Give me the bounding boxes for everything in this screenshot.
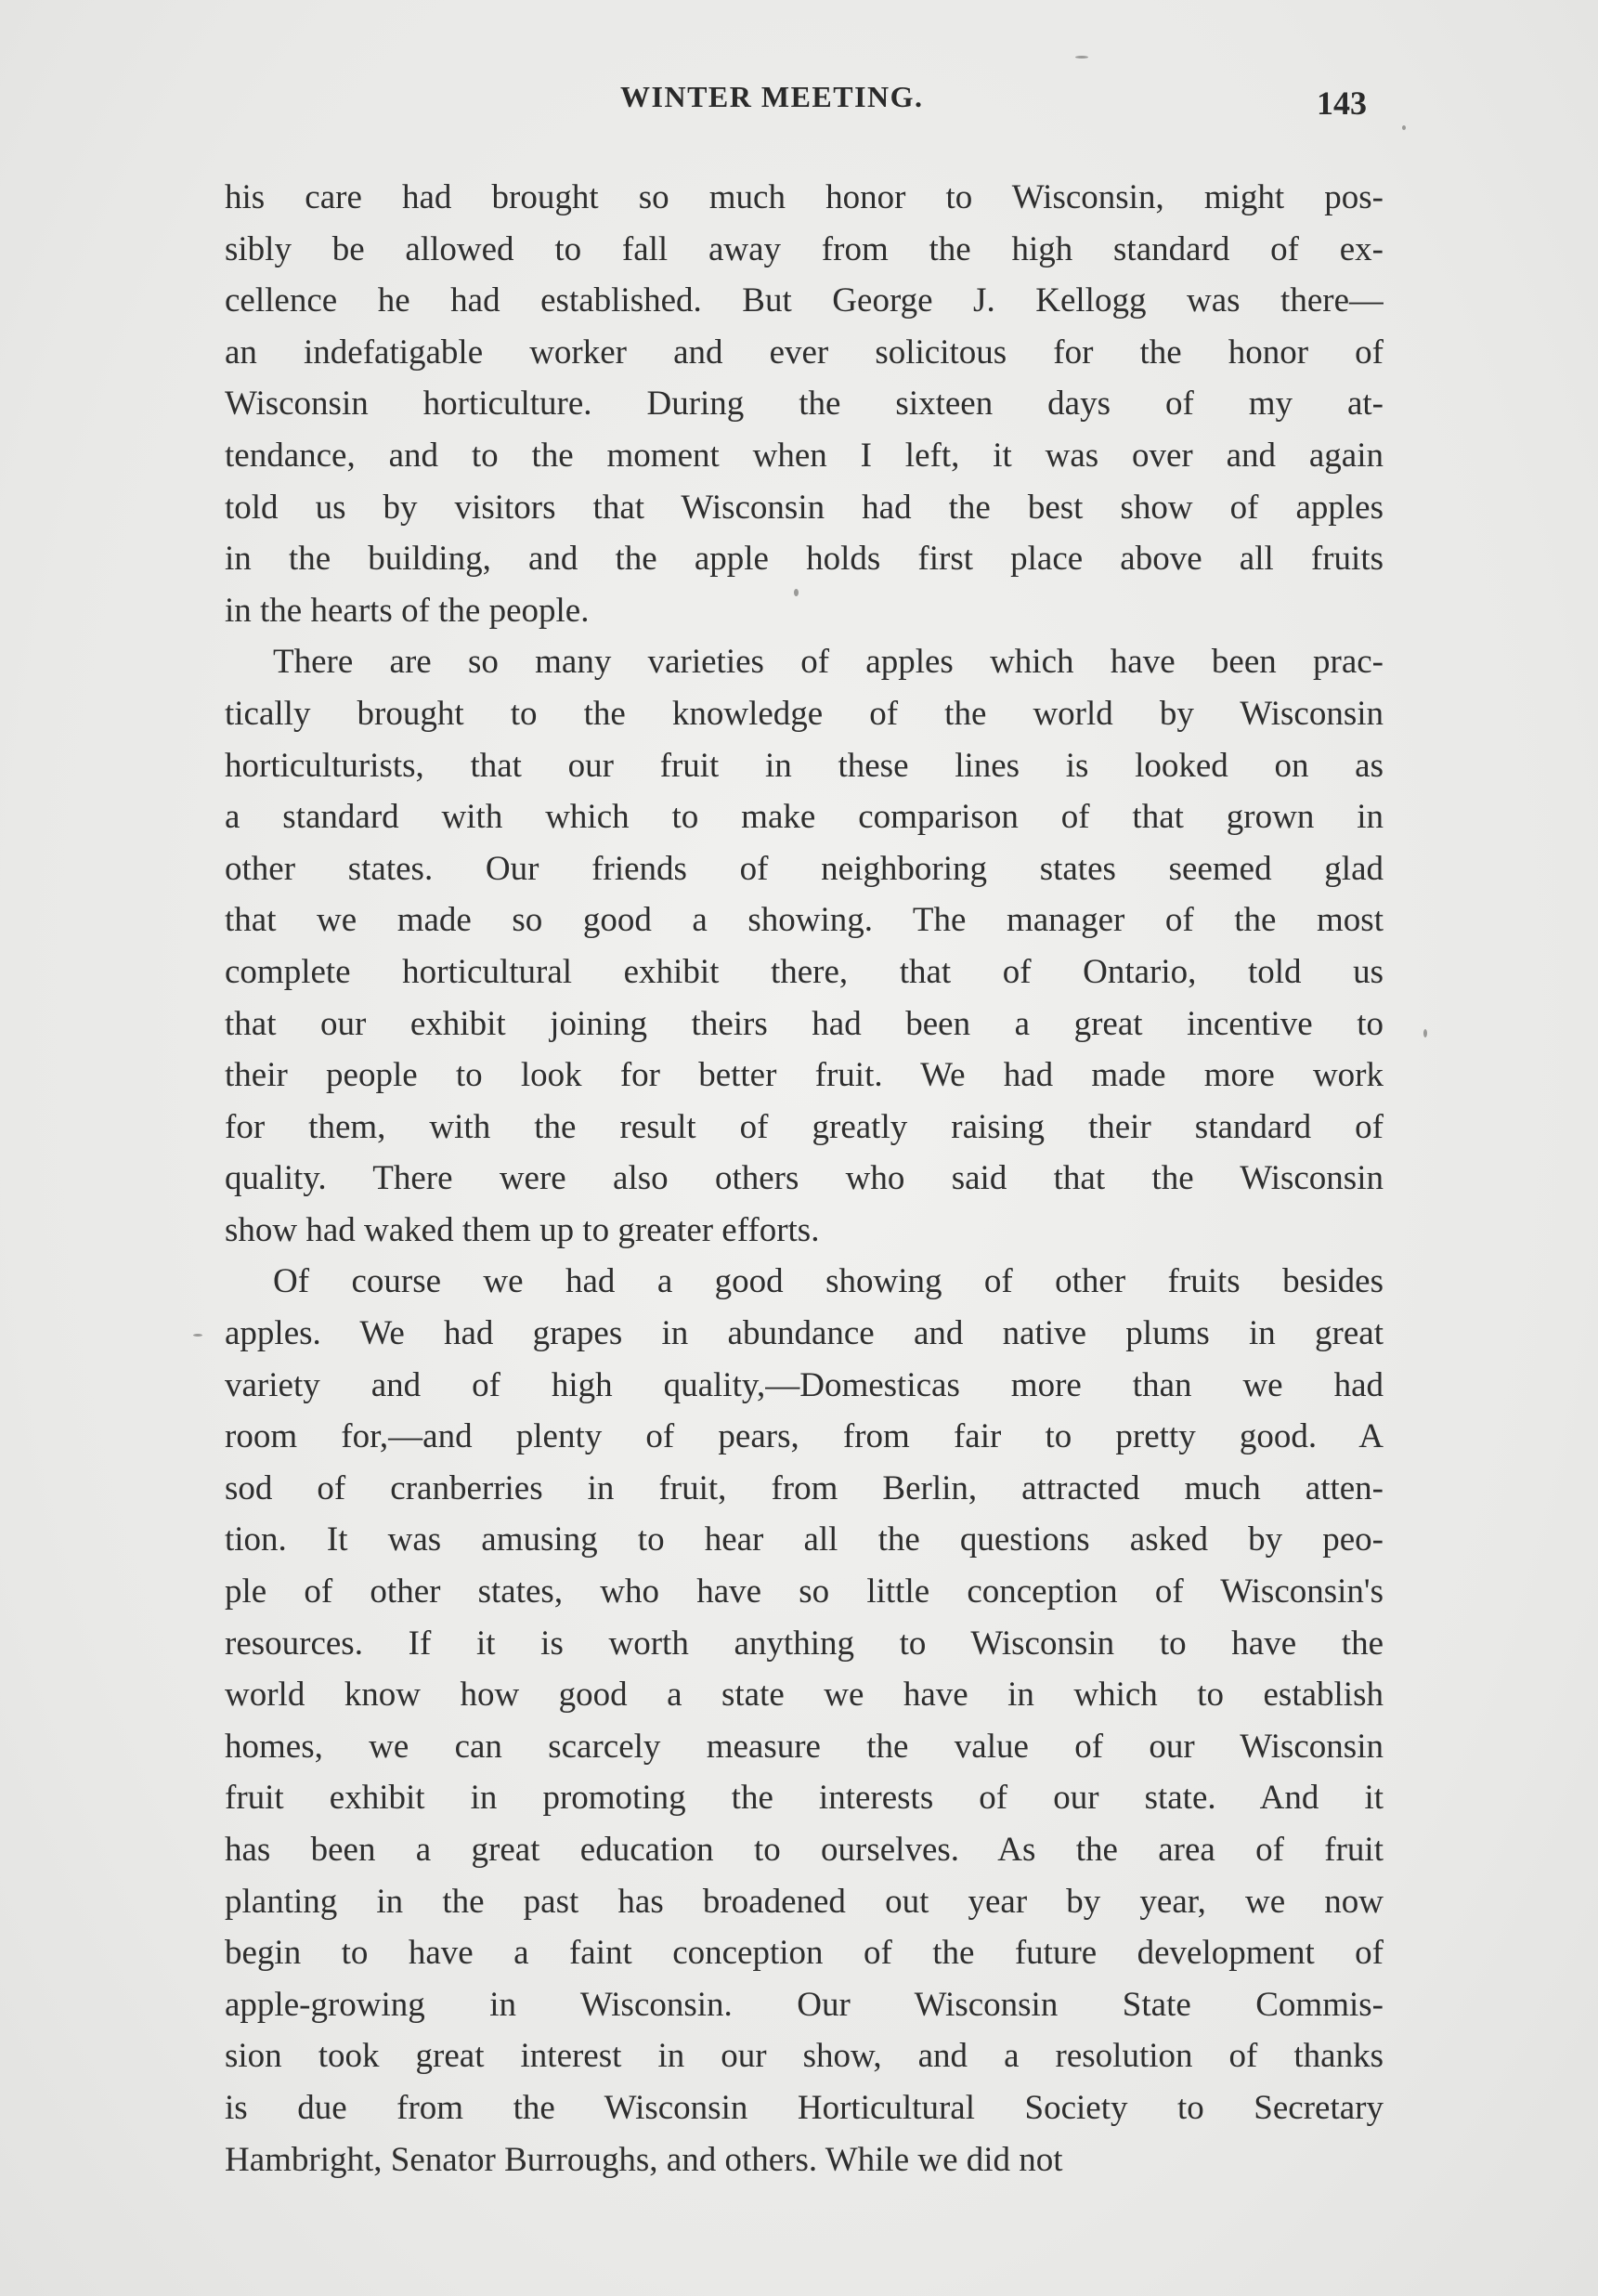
text-line: other states. Our friends of neighboring states seemed glad bbox=[225, 849, 1384, 888]
text-line: Wisconsin horticulture. During the sixteen days of my at- bbox=[225, 385, 1384, 424]
page-number: 143 bbox=[1317, 85, 1367, 122]
text-line: Of course we had a good showing of other fruits besides bbox=[273, 1262, 1384, 1301]
text-line: cellence he had established. But George J. Kellogg was there— bbox=[225, 281, 1384, 320]
text-line: their people to look for better fruit. We had made more work bbox=[225, 1056, 1384, 1095]
text-line: homes, we can scarcely measure the value of our Wisconsin bbox=[225, 1727, 1384, 1766]
scan-speck bbox=[193, 1334, 202, 1337]
body-text bbox=[225, 172, 1384, 2185]
scan-speck bbox=[1402, 125, 1406, 130]
text-line: tion. It was amusing to hear all the questions asked by peo- bbox=[225, 1520, 1384, 1559]
text-line: his care had brought so much honor to Wisconsin, might pos- bbox=[225, 178, 1384, 216]
text-line: sod of cranberries in fruit, from Berlin, attracted much atten- bbox=[225, 1468, 1384, 1507]
paragraph-1 bbox=[225, 172, 1384, 636]
text-line: is due from the Wisconsin Horticultural Society to Secretary bbox=[225, 2088, 1384, 2127]
scan-speck bbox=[794, 589, 799, 596]
text-line: There are so many varieties of apples which have been prac- bbox=[273, 643, 1384, 682]
text-line: ple of other states, who have so little conception of Wisconsin's bbox=[225, 1572, 1384, 1611]
text-line: planting in the past has broadened out year by year, we now bbox=[225, 1882, 1384, 1921]
text-line: show had waked them up to greater efforts. bbox=[225, 1210, 820, 1249]
text-line: that we made so good a showing. The manager of the most bbox=[225, 901, 1384, 940]
text-line: told us by visitors that Wisconsin had the best show of apples bbox=[225, 488, 1384, 527]
text-line: room for,—and plenty of pears, from fair to pretty good. A bbox=[225, 1417, 1384, 1456]
text-line: horticulturists, that our fruit in these lines is looked on as bbox=[225, 746, 1384, 785]
running-header bbox=[0, 80, 1598, 122]
scan-speck bbox=[1423, 1029, 1427, 1037]
text-line: sibly be allowed to fall away from the high standard of ex- bbox=[225, 229, 1384, 268]
text-line: has been a great education to ourselves. As the area of fruit bbox=[225, 1831, 1384, 1869]
text-line: quality. There were also others who said that the Wisconsin bbox=[225, 1159, 1384, 1198]
text-line: tically brought to the knowledge of the world by Wisconsin bbox=[225, 694, 1384, 733]
text-line: Hambright, Senator Burroughs, and others. While we did not bbox=[225, 2140, 1063, 2179]
text-line: tendance, and to the moment when I left, it was over and again bbox=[225, 436, 1384, 475]
paragraph-2 bbox=[225, 636, 1384, 1256]
text-line: resources. If it is worth anything to Wisconsin to have the bbox=[225, 1624, 1384, 1663]
page-title: WINTER MEETING. bbox=[620, 80, 924, 113]
text-line: sion took great interest in our show, and a resolution of thanks bbox=[225, 2037, 1384, 2076]
text-line: an indefatigable worker and ever solicitous for the honor of bbox=[225, 333, 1384, 372]
scan-speck bbox=[1075, 56, 1088, 59]
text-line: for them, with the result of greatly raising their standard of bbox=[225, 1107, 1384, 1146]
text-line: world know how good a state we have in which to establish bbox=[225, 1676, 1384, 1715]
text-line: in the building, and the apple holds first place above all fruits bbox=[225, 540, 1384, 579]
text-line: apple-growing in Wisconsin. Our Wisconsin State Commis- bbox=[225, 1985, 1384, 2024]
text-line: a standard with which to make comparison of that grown in bbox=[225, 798, 1384, 837]
text-line: begin to have a faint conception of the future development of bbox=[225, 1934, 1384, 1973]
text-line: that our exhibit joining theirs had been a great incentive to bbox=[225, 1004, 1384, 1043]
text-line: variety and of high quality,—Domesticas more than we had bbox=[225, 1365, 1384, 1404]
text-line: complete horticultural exhibit there, that of Ontario, told us bbox=[225, 952, 1384, 991]
paragraph-3 bbox=[225, 1256, 1384, 2185]
text-line: in the hearts of the people. bbox=[225, 591, 590, 630]
text-line: apples. We had grapes in abundance and native plums in great bbox=[225, 1314, 1384, 1353]
text-line: fruit exhibit in promoting the interests of our state. And it bbox=[225, 1779, 1384, 1818]
